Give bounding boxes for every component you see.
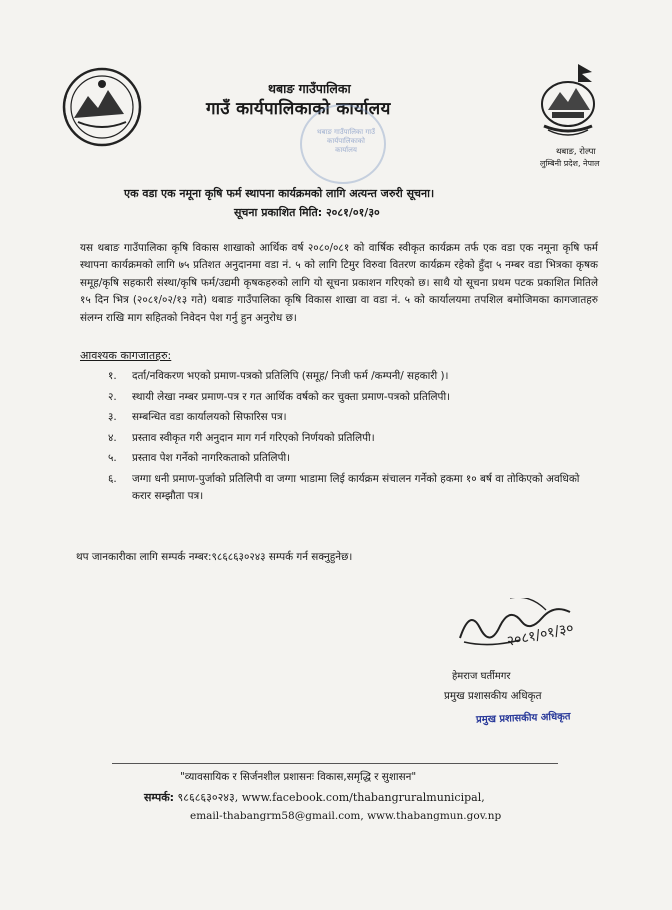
list-item-text: जग्गा धनी प्रमाण-पुर्जाको प्रतिलिपी वा जग्गा भाडामा लिई कार्यक्रम संचालन गर्नेको हकमा १० बर्ष वा तोकिएको अवधिको करार सम्झौता पत्र।	[132, 472, 580, 502]
handwritten-signature	[450, 598, 600, 668]
list-item-text: स्थायी लेखा नम्बर प्रमाण-पत्र र गत आर्थिक वर्षको कर चुक्ता प्रमाण-पत्रको प्रतिलिपी।	[132, 390, 451, 403]
office-seal-text: थबाङ गाउँपालिका गाउँ कार्यपालिकाको कार्यालय	[317, 128, 375, 154]
list-item	[108, 368, 598, 386]
footer-slogan: "व्यावसायिक र सिर्जनशील प्रशासनः विकास,समृद्धि र सुशासन"	[180, 771, 417, 783]
list-item-text: दर्ता/नविकरण भएको प्रमाण-पत्रको प्रतिलिपि (समूह/ निजी फर्म /कम्पनी/ सहकारी )।	[132, 370, 449, 382]
office-subtitle: थबाङ गाउँपालिका	[268, 81, 351, 96]
notice-subject: एक वडा एक नमूना कृषि फर्म स्थापना कार्यक्रमको लागि अत्यन्त जरुरी सूचना।	[124, 187, 435, 200]
list-item	[108, 471, 598, 506]
signatory-stamp: प्रमुख प्रशासकीय अधिकृत	[475, 711, 571, 726]
address-line-2: लुम्बिनी प्रदेश, नेपाल	[540, 159, 600, 168]
list-item-number: ६.	[108, 472, 117, 485]
office-title: गाउँ कार्यपालिकाको कार्यालय	[206, 99, 391, 119]
list-item-number: ४.	[108, 431, 117, 444]
list-item-text: प्रस्ताव पेश गर्नेको नागरिकताको प्रतिलिपी।	[132, 452, 291, 464]
list-item	[108, 430, 598, 448]
list-item-number: ३.	[108, 411, 117, 423]
footer-email-web: email-thabangrm58@gmail.com, www.thabangmun.gov.np	[190, 810, 502, 822]
list-item	[108, 450, 598, 468]
handwritten-date: २०८१/०१/३०	[505, 620, 576, 650]
national-emblem-icon	[534, 60, 602, 144]
requirements-heading: आवश्यक कागजातहरु:	[80, 349, 172, 362]
signatory-title: प्रमुख प्रशासकीय अधिकृत	[444, 690, 542, 702]
list-item	[108, 389, 598, 407]
publication-date: सूचना प्रकाशित मिति: २०८१/०१/३०	[234, 206, 380, 219]
signatory-name: हेमराज घर्तीमगर	[452, 671, 511, 682]
footer-contact-details: ९८६८६३०२४३, www.facebook.com/thabangruralmunicipal,	[177, 791, 485, 804]
list-item-text: प्रस्ताव स्वीकृत गरी अनुदान माग गर्न गरिएको निर्णयको प्रतिलिपी।	[132, 431, 375, 444]
address-line-1: थबाङ, रोल्पा	[556, 147, 596, 157]
contact-line: थप जानकारीका लागि सम्पर्क नम्बर:९८६८६३०२४३ सम्पर्क गर्न सक्नुहुनेछ।	[76, 551, 353, 563]
footer-contact	[144, 790, 485, 805]
footer-contact-label: सम्पर्क:	[144, 791, 175, 804]
municipality-emblem-icon	[58, 66, 146, 148]
list-item-number: ५.	[108, 452, 117, 464]
list-item	[108, 409, 598, 427]
list-item-number: २.	[108, 390, 117, 403]
list-item-text: सम्बन्धित वडा कार्यालयको सिफारिस पत्र।	[132, 411, 287, 423]
notice-paragraph: यस थबाङ गाउँपालिका कृषि विकास शाखाको आर्थिक वर्ष २०८०/०८१ को वार्षिक स्वीकृत कार्यक्रम तर्फ एक वडा एक नमूना कृषि फर्म स्थापना कार्यक्रमको लागि ७५ प्रतिशत अनुदानमा वडा नं. ५ को लागि टिमुर विरुवा वितरण कार्यक्रम रहेको हुँदा ५ नम्बर वडा भित्रका कृषक समूह/कृषि सहकारी संस्था/कृषि फर्म/उद्यमी कृषकहरुको लागि यो सूचना प्रकाशन गरिएको छ। साथै यो सूचना प्रथम पटक प्रकाशित मितिले १५ दिन भित्र (२०८१/०२/१३ गते) थबाङ गाउँपालिका कृषि विकास शाखा वा वडा नं. ५ को कार्यालयमा तपशिल बमोजिमका कागजातहरु संलग्न राखि माग सहितको निवेदन पेश गर्नु हुन अनुरोध छ।	[80, 242, 598, 324]
requirements-list	[108, 368, 598, 509]
footer-divider	[112, 763, 558, 764]
list-item-number: १.	[108, 370, 117, 382]
